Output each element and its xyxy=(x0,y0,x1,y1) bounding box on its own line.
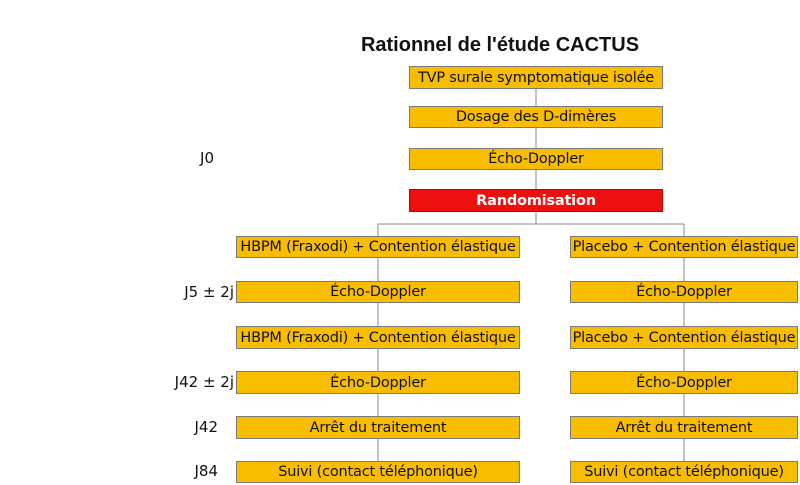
right-arm-box-6: Suivi (contact téléphonique) xyxy=(570,461,798,483)
right-arm-box-3: Placebo + Contention élastique xyxy=(570,326,798,349)
left-arm-box-1: HBPM (Fraxodi) + Contention élastique xyxy=(236,236,520,258)
right-arm-box-5: Arrêt du traitement xyxy=(570,416,798,439)
box-randomisation: Randomisation xyxy=(409,189,663,212)
box-tvp: TVP surale symptomatique isolée xyxy=(409,66,663,89)
box-dosage-d-dimeres: Dosage des D-dimères xyxy=(409,106,663,128)
left-arm-box-5: Arrêt du traitement xyxy=(236,416,520,439)
left-arm-box-6: Suivi (contact téléphonique) xyxy=(236,461,520,483)
day-label-j84: J84 xyxy=(194,462,218,480)
right-arm-box-4: Écho-Doppler xyxy=(570,371,798,394)
page-title: Rationnel de l'étude CACTUS xyxy=(360,34,640,56)
box-echo-doppler-initial: Écho-Doppler xyxy=(409,148,663,170)
day-label-j5: J5 ± 2j xyxy=(184,283,234,301)
right-arm-box-2: Écho-Doppler xyxy=(570,281,798,303)
left-arm-box-4: Écho-Doppler xyxy=(236,371,520,394)
right-arm-box-1: Placebo + Contention élastique xyxy=(570,236,798,258)
left-arm-box-3: HBPM (Fraxodi) + Contention élastique xyxy=(236,326,520,349)
day-label-j42-window: J42 ± 2j xyxy=(174,373,234,391)
day-label-j42: J42 xyxy=(194,418,218,436)
day-label-j0: J0 xyxy=(200,149,214,167)
left-arm-box-2: Écho-Doppler xyxy=(236,281,520,303)
